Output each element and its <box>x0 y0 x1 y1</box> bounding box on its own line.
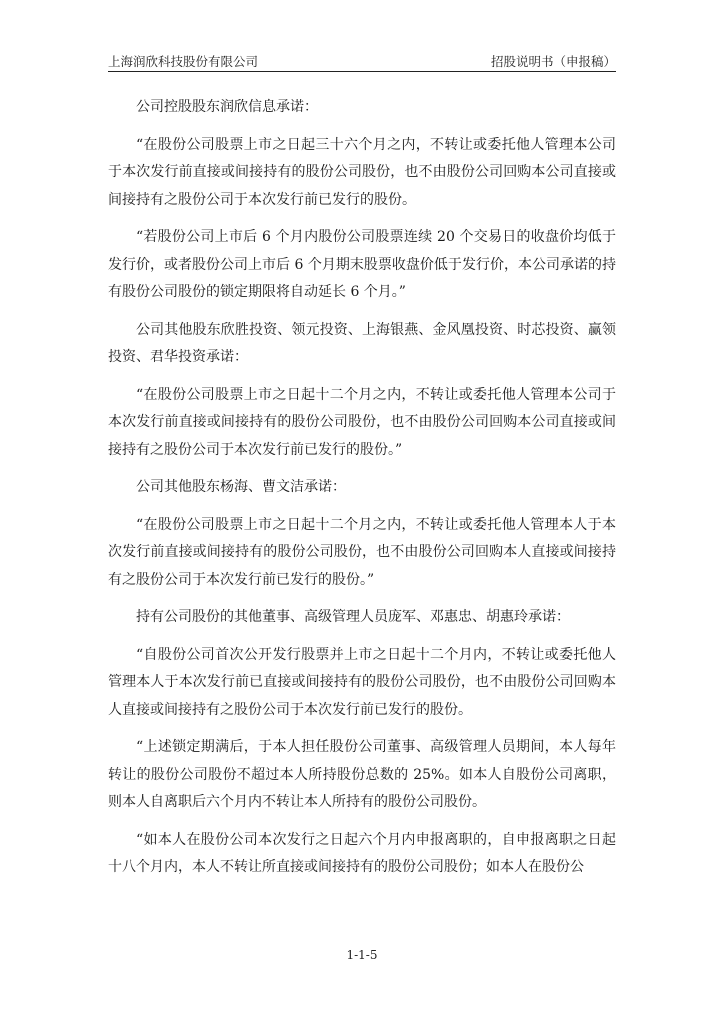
document-body <box>108 94 616 892</box>
commitment-heading-directors-executives: 持有公司股份的其他董事、高级管理人员庞军、邓惠忠、胡惠玲承诺： <box>136 609 570 625</box>
page-header <box>108 50 616 70</box>
header-divider <box>108 71 616 72</box>
page-number: 1-1-5 <box>346 948 378 962</box>
commitment-heading-controlling-shareholder: 公司控股股东润欣信息承诺： <box>136 99 318 115</box>
commitment-paragraph: “在股份公司股票上市之日起十二个月之内，不转让或委托他人管理本公司于本次发行前直接或间接持有的股份公司股份，也不由股份公司回购本公司直接或间接持有之股份公司于本次发行前已发行的股份。” <box>108 386 616 458</box>
commitment-paragraph: “上述锁定期满后，于本人担任股份公司董事、高级管理人员期间，本人每年转让的股份公司股份不超过本人所持股份总数的 25%。如本人自股份公司离职，则本人自离职后六个月内不转让本人所持有的股份公司股份。 <box>108 739 616 810</box>
header-company-name: 上海润欣科技股份有限公司 <box>108 54 259 69</box>
commitment-heading-individual-shareholders: 公司其他股东杨海、曹文洁承诺： <box>136 479 346 495</box>
commitment-heading-other-shareholders: 公司其他股东欣胜投资、领元投资、上海银燕、金风凰投资、时芯投资、赢领投资、君华投资承诺： <box>108 321 616 365</box>
commitment-paragraph: “若股份公司上市后 6 个月内股份公司股票连续 20 个交易日的收盘价均低于发行价，或者股份公司上市后 6 个月期末股票收盘价低于发行价，本公司承诺的持有股份公司股份的锁定期限将自动延长 6 个月。” <box>108 229 616 300</box>
header-document-type: 招股说明书（申报稿） <box>490 54 616 69</box>
commitment-paragraph: “在股份公司股票上市之日起三十六个月之内，不转让或委托他人管理本公司于本次发行前直接或间接持有的股份公司股份，也不由股份公司回购本公司直接或间接持有之股份公司于本次发行前已发行的股份。 <box>108 136 616 208</box>
commitment-paragraph: “如本人在股份公司本次发行之日起六个月内申报离职的，自申报离职之日起十八个月内，本人不转让所直接或间接持有的股份公司股份；如本人在股份公 <box>108 831 616 875</box>
commitment-paragraph: “自股份公司首次公开发行股票并上市之日起十二个月内，不转让或委托他人管理本人于本次发行前已直接或间接持有的股份公司股份，也不由股份公司回购本人直接或间接持有之股份公司于本次发行前已发行的股份。 <box>108 646 616 718</box>
commitment-paragraph: “在股份公司股票上市之日起十二个月之内，不转让或委托他人管理本人于本次发行前直接或间接持有的股份公司股份，也不由股份公司回购本人直接或间接持有之股份公司于本次发行前已发行的股份。” <box>108 516 616 588</box>
